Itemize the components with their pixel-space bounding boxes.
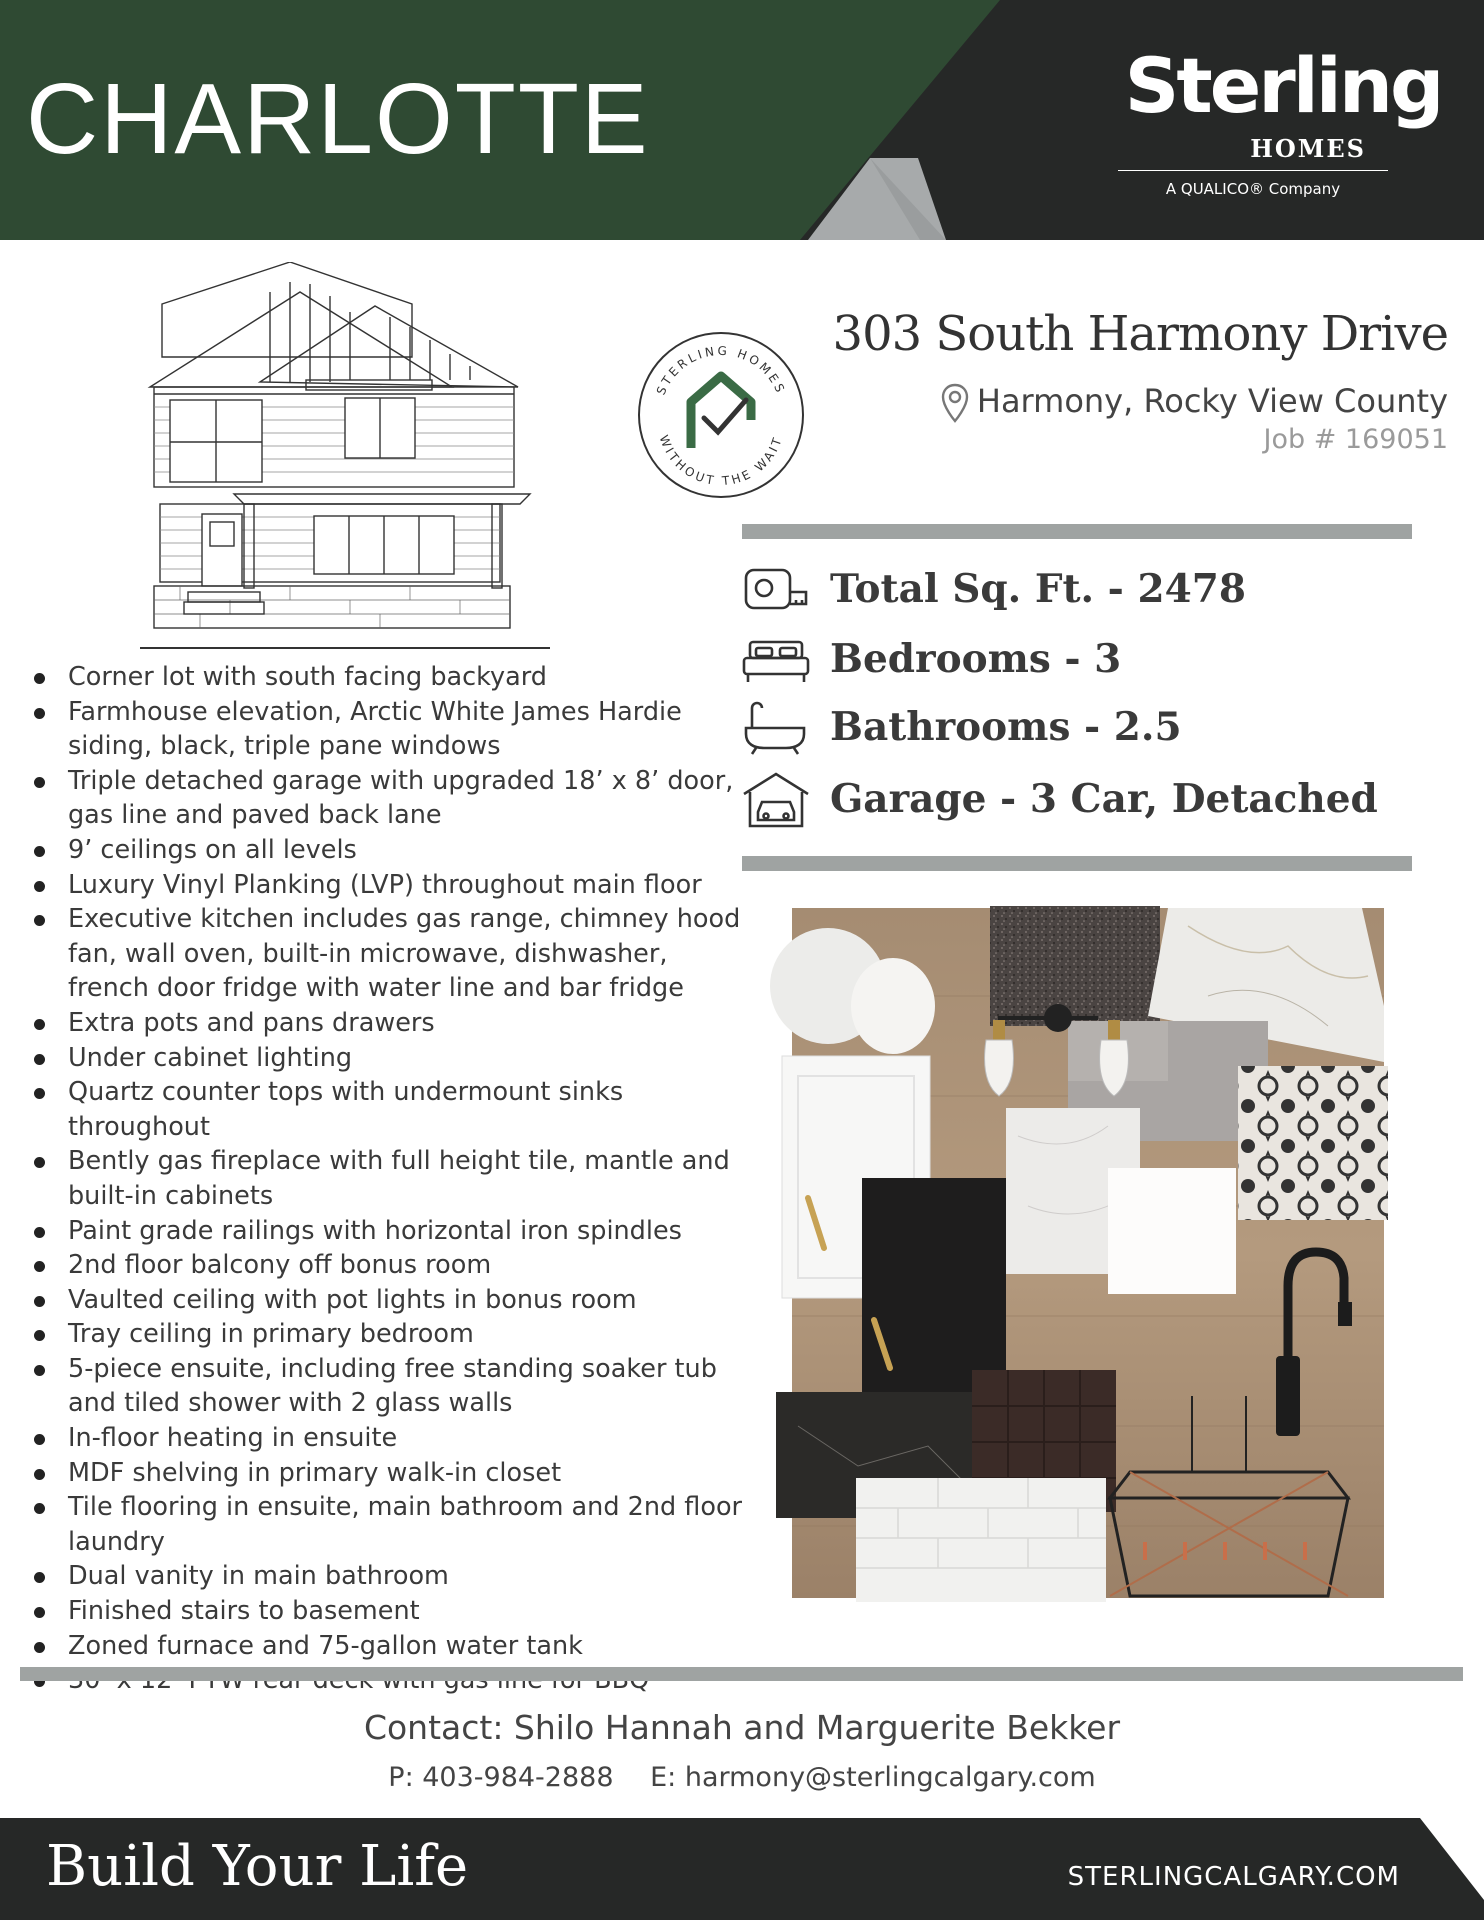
logo-company-tag: A QUALICO® Company: [1165, 180, 1341, 198]
list-item: Luxury Vinyl Planking (LVP) throughout main floor: [30, 868, 750, 903]
stat-text: Total Sq. Ft. - 2478: [830, 566, 1246, 612]
tape-measure-icon: [742, 562, 810, 618]
email-address[interactable]: E: harmony@sterlingcalgary.com: [650, 1762, 1096, 1793]
finishes-mood-board: [768, 906, 1388, 1606]
list-item: Extra pots and pans drawers: [30, 1006, 750, 1041]
list-item: Farmhouse elevation, Arctic White James Hardie siding, black, triple pane windows: [30, 695, 750, 764]
house-elevation-drawing: [140, 262, 560, 652]
bathtub-icon: [742, 700, 810, 756]
list-item: In-floor heating in ensuite: [30, 1421, 750, 1456]
list-item: Triple detached garage with upgraded 18’ x 8’ door, gas line and paved back lane: [30, 764, 750, 833]
location-pin-icon: [941, 383, 969, 423]
list-item: 2nd floor balcony off bonus room: [30, 1248, 750, 1283]
phone-number[interactable]: P: 403-984-2888: [388, 1762, 614, 1793]
divider-bar: [20, 1667, 1463, 1681]
sterling-logo: Sterling: [1124, 41, 1442, 130]
location-text: Harmony, Rocky View County: [976, 382, 1448, 420]
list-item: Tray ceiling in primary bedroom: [30, 1317, 750, 1352]
stat-text: Bedrooms - 3: [830, 636, 1122, 682]
list-item: Under cabinet lighting: [30, 1041, 750, 1076]
list-item: Tile flooring in ensuite, main bathroom and 2nd floor laundry: [30, 1490, 750, 1559]
footer-tagline: Build Your Life: [46, 1834, 469, 1899]
logo-divider: [1118, 170, 1388, 171]
divider-bar: [742, 856, 1412, 871]
list-item: Dual vanity in main bathroom: [30, 1559, 750, 1594]
badge-bottom-text: WITHOUT THE WAIT: [656, 433, 786, 489]
stat-bathrooms: [742, 700, 1442, 756]
divider-bar: [742, 524, 1412, 539]
garage-icon: [742, 772, 810, 828]
stat-garage: [742, 772, 1442, 828]
list-item: Bently gas fireplace with full height tile, mantle and built-in cabinets: [30, 1144, 750, 1213]
property-location: [700, 382, 1448, 423]
list-item: Zoned furnace and 75-gallon water tank: [30, 1629, 750, 1664]
list-item: 5-piece ensuite, including free standing soaker tub and tiled shower with 2 glass walls: [30, 1352, 750, 1421]
property-address: 303 South Harmony Drive: [832, 306, 1448, 362]
list-item: Paint grade railings with horizontal iron spindles: [30, 1214, 750, 1249]
badge-top-text: STERLING HOMES: [653, 343, 789, 398]
list-item: MDF shelving in primary walk-in closet: [30, 1456, 750, 1491]
list-item: Vaulted ceiling with pot lights in bonus room: [30, 1283, 750, 1318]
job-number: Job # 169051: [1263, 424, 1448, 455]
stat-square-footage: [742, 562, 1442, 618]
contact-details: [0, 1762, 1484, 1793]
list-item: 9’ ceilings on all levels: [30, 833, 750, 868]
bed-icon: [742, 632, 810, 688]
stat-text: Bathrooms - 2.5: [830, 704, 1182, 750]
list-item: Finished stairs to basement: [30, 1594, 750, 1629]
page-title: CHARLOTTE: [26, 63, 650, 175]
logo-homes-text: HOMES: [1250, 134, 1366, 163]
stat-text: Garage - 3 Car, Detached: [830, 776, 1378, 822]
contact-names: Contact: Shilo Hannah and Marguerite Bekker: [363, 1708, 1121, 1747]
website-link[interactable]: STERLINGCALGARY.COM: [1067, 1862, 1400, 1892]
list-item: Executive kitchen includes gas range, chimney hood fan, wall oven, built-in microwave, dishwasher, french door fridge with water line and bar fridge: [30, 902, 750, 1006]
stat-bedrooms: [742, 632, 1442, 688]
list-item: Corner lot with south facing backyard: [30, 660, 750, 695]
features-list: [30, 660, 750, 1698]
list-item: Quartz counter tops with undermount sinks throughout: [30, 1075, 750, 1144]
